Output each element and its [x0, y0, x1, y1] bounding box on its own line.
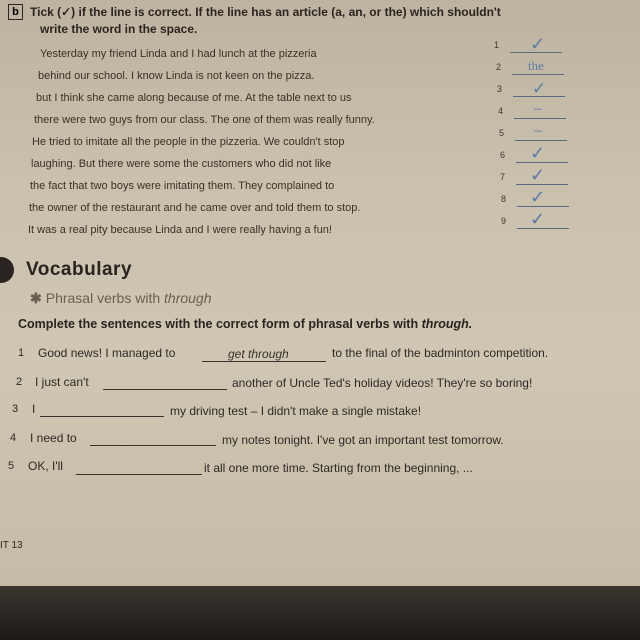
vocabulary-task — [18, 317, 472, 331]
subtitle-word: through — [164, 290, 212, 306]
task-prefix: Complete the sentences with the correct form of phrasal verbs with — [18, 317, 419, 331]
vocabulary-title: Vocabulary — [26, 259, 133, 280]
passage-line-1: Yesterday my friend Linda and I had lunch at the pizzeria — [40, 48, 317, 60]
item-2-blank[interactable] — [103, 389, 227, 390]
answer-number-3: 3 — [497, 84, 503, 94]
unit-footer: IT 13 — [0, 540, 23, 551]
passage-line-9: It was a real pity because Linda and I were really having a fun! — [28, 224, 332, 236]
item-1-blank[interactable] — [202, 361, 326, 362]
item-number-3: 3 — [12, 403, 19, 415]
passage-line-7: the fact that two boys were imitating them. They complained to — [30, 180, 335, 192]
answer-line-5 — [515, 140, 567, 141]
item-5-before: OK, I'll — [28, 459, 63, 473]
item-number-2: 2 — [16, 376, 23, 388]
item-number-4: 4 — [10, 432, 17, 444]
item-4-blank[interactable] — [90, 445, 216, 446]
exercise-instruction-line2: write the word in the space. — [40, 22, 198, 36]
answer-line-4 — [514, 118, 566, 119]
handwritten-answer-3: ✓ — [532, 79, 547, 98]
star-icon: ✱ — [30, 290, 42, 306]
handwritten-answer-7: ✓ — [530, 165, 546, 185]
desk-shadow — [0, 586, 640, 640]
item-3-before: I — [32, 402, 36, 416]
item-2-after: another of Uncle Ted's holiday videos! They're so boring! — [232, 376, 533, 390]
item-2-before: I just can't — [35, 375, 89, 389]
item-5-after: it all one more time. Starting from the beginning, ... — [204, 461, 473, 475]
passage-line-6: laughing. But there were some the customers who did not like — [31, 158, 332, 170]
item-1-after: to the final of the badminton competition. — [332, 346, 549, 360]
passage-line-2: behind our school. I know Linda is not keen on the pizza. — [38, 70, 315, 82]
answer-number-6: 6 — [500, 150, 506, 160]
item-4-after: my notes tonight. I've got an important test tomorrow. — [222, 433, 504, 447]
handwritten-answer-5: – — [534, 122, 542, 139]
answer-number-8: 8 — [501, 194, 507, 204]
vocabulary-subtitle — [30, 290, 212, 307]
handwritten-answer-4: – — [534, 100, 542, 117]
handwritten-answer-2: the — [528, 58, 544, 73]
handwritten-answer-6: ✓ — [530, 143, 546, 163]
item-1-answer: get through — [228, 347, 289, 361]
item-3-after: my driving test – I didn't make a single mistake! — [170, 404, 422, 418]
answer-number-7: 7 — [500, 172, 506, 182]
item-4-before: I need to — [30, 431, 77, 445]
passage-line-8: the owner of the restaurant and he came over and told them to stop. — [29, 202, 361, 214]
answer-number-2: 2 — [496, 62, 502, 72]
passage-line-4: there were two guys from our class. The one of them was really funny. — [34, 114, 375, 126]
answer-number-5: 5 — [499, 128, 505, 138]
item-1-before: Good news! I managed to — [38, 346, 176, 360]
answer-number-9: 9 — [501, 216, 507, 226]
passage-line-5: He tried to imitate all the people in the pizzeria. We couldn't stop — [32, 136, 345, 148]
task-word: through. — [421, 317, 473, 331]
exercise-letter-box: b — [8, 4, 23, 20]
passage-line-3: but I think she came along because of me. At the table next to us — [36, 92, 352, 104]
item-5-blank[interactable] — [76, 474, 202, 475]
handwritten-answer-8: ✓ — [530, 187, 546, 207]
answer-number-4: 4 — [498, 106, 504, 116]
item-3-blank[interactable] — [40, 416, 164, 417]
answer-number-1: 1 — [494, 40, 500, 50]
handwritten-answer-1: ✓ — [530, 34, 546, 54]
section-number-circle — [0, 257, 14, 283]
exercise-instruction-line1: Tick (✓) if the line is correct. If the line has an article (a, an, or the) which shouldn't — [30, 5, 501, 19]
answer-line-2 — [512, 74, 564, 75]
handwritten-answer-9: ✓ — [530, 209, 546, 229]
item-number-5: 5 — [8, 460, 15, 472]
item-number-1: 1 — [18, 347, 25, 359]
subtitle-prefix: Phrasal verbs with — [45, 290, 161, 306]
